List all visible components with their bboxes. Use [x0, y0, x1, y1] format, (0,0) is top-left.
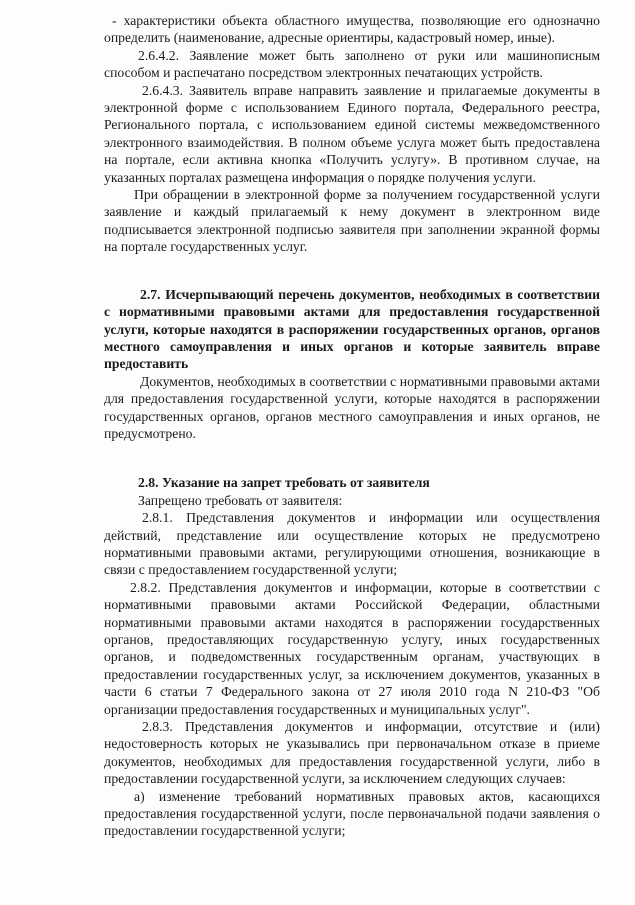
document-body [104, 12, 600, 840]
paragraph-object-characteristics: - характеристики объекта областного имущества, позволяющие его однозначно определить (наименование, адресные ориентиры, кадастровый номер, иные). [104, 13, 600, 46]
paragraph-2-6-4-2: 2.6.4.2. Заявление может быть заполнено от руки или машинописным способом и распечатано посредством электронных печатающих устройств. [104, 47, 600, 81]
paragraph-electronic-signature: При обращении в электронной форме за получением государственной услуги заявление и каждый прилагаемый к нему документ в электронном виде подписывается электронной подписью заявителя при заполнении экранной формы на портале государственных услуг. [104, 187, 600, 255]
spacer [104, 442, 600, 474]
paragraph-case-a: а) изменение требований нормативных правовых актов, касающихся предоставления государственной услуги, после первоначальной подачи заявления о предоставлении государственной услуги; [104, 788, 600, 839]
paragraph-2-8-2: 2.8.2. Представления документов и информации, которые в соответствии с нормативными правовыми актами Российской Федерации, областными нормативными правовыми актами находятся в распоряжении государственных органов, предоставляющих государственную услугу, иных государственных органов, и подведомственных государственным органам, участвующих в предоставлении государственных услуг, за исключением документов, указанных в части 6 статьи 7 Федерального закона от 27 июля 2010 года N 210-ФЗ "Об организации предоставления государственных и муниципальных услуг". [104, 579, 600, 717]
section-heading-2-8: 2.8. Указание на запрет требовать от заявителя [138, 475, 430, 491]
section-heading-2-7: 2.7. Исчерпывающий перечень документов, необходимых в соответствии с нормативными правовыми актами для предоставления государственной услуги, которые находятся в распоряжении государственных органов, органов местного самоуправления и иных органов и которые заявитель вправе предоставить [104, 286, 600, 372]
paragraph-2-8-3: 2.8.3. Представления документов и информации, отсутствие и (или) недостоверность которых не указывались при первоначальном отказе в приеме документов, необходимых для предоставления государственной услуги, либо в предоставлении государственной услуги, за исключением следующих случаев: [104, 719, 600, 787]
paragraph-prohibited: Запрещено требовать от заявителя: [138, 492, 343, 508]
paragraph-documents-not-required: Документов, необходимых в соответствии с нормативными правовыми актами для предоставления государственной услуги, которые находятся в распоряжении государственных органов, органов местного самоуправления и иных органов, не предусмотрено. [104, 373, 600, 441]
paragraph-2-8-1: 2.8.1. Представления документов и информации или осуществления действий, представление или осуществление которых не предусмотрено нормативными правовыми актами, регулирующими отношения, возникающие в связи с предоставлением государственной услуги; [104, 510, 600, 578]
paragraph-2-6-4-3: 2.6.4.3. Заявитель вправе направить заявление и прилагаемые документы в электронной форме с использованием Единого портала, Федерального реестра, Регионального портала, с использованием единой системы межведомственного электронного взаимодействия. В полном объеме услуга может быть предоставлена на портале, если активна кнопка «Получить услугу». В противном случае, на указанных порталах размещена информация о порядке получения услуги. [104, 82, 600, 185]
spacer [104, 256, 600, 286]
